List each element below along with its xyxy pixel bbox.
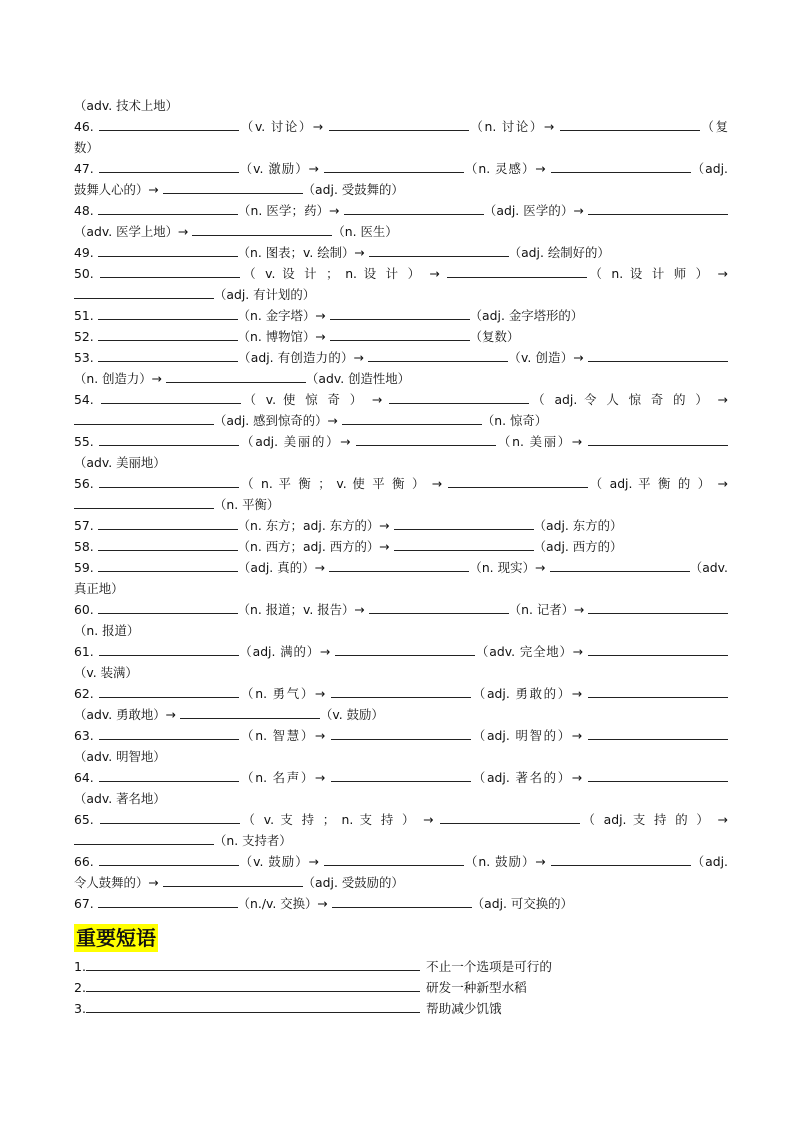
vocab-line bbox=[74, 662, 728, 683]
vocab-text: （n./v. 交换）→ bbox=[237, 896, 332, 911]
answer-blank[interactable] bbox=[99, 433, 239, 446]
vocab-text: 53. bbox=[74, 350, 98, 365]
answer-blank[interactable] bbox=[98, 244, 238, 257]
answer-blank[interactable] bbox=[440, 811, 580, 824]
answer-blank[interactable] bbox=[74, 286, 214, 299]
answer-blank[interactable] bbox=[99, 643, 239, 656]
answer-blank[interactable] bbox=[98, 202, 238, 215]
answer-blank[interactable] bbox=[192, 223, 332, 236]
phrase-number: 2. bbox=[74, 980, 87, 995]
vocab-text: 46. bbox=[74, 119, 100, 134]
answer-blank[interactable] bbox=[369, 244, 509, 257]
answer-blank[interactable] bbox=[163, 874, 303, 887]
vocab-text: （v. 讨论）→ bbox=[239, 119, 329, 134]
vocab-text: （n. 支持者） bbox=[214, 833, 292, 848]
vocab-text: 50. bbox=[74, 266, 101, 281]
answer-blank[interactable] bbox=[324, 853, 464, 866]
vocab-line bbox=[74, 809, 728, 830]
vocab-line bbox=[74, 515, 728, 536]
vocab-text: （adv. 完全地）→ bbox=[475, 644, 588, 659]
vocab-text: （复 bbox=[699, 119, 728, 134]
answer-blank[interactable] bbox=[324, 160, 464, 173]
phrase-number: 3. bbox=[74, 1001, 87, 1016]
vocab-text: （ adj. 支 持 的 ） → bbox=[580, 812, 728, 827]
answer-blank[interactable] bbox=[98, 517, 238, 530]
vocab-text: 67. bbox=[74, 896, 98, 911]
vocab-text: （v. 装满） bbox=[74, 665, 138, 680]
vocab-text: （ v. 设 计 ； n. 设 计 ） → bbox=[240, 266, 447, 281]
answer-blank[interactable] bbox=[389, 391, 529, 404]
vocab-text: （n. 图表；v. 绘制）→ bbox=[237, 245, 369, 260]
vocab-text: （adj. bbox=[690, 161, 728, 176]
answer-blank[interactable] bbox=[100, 265, 240, 278]
vocab-text: （ adj. 平 衡 的 ） → bbox=[587, 476, 728, 491]
answer-blank[interactable] bbox=[330, 328, 470, 341]
vocab-text: 56. bbox=[74, 476, 100, 491]
vocab-line bbox=[74, 494, 728, 515]
vocab-text: 49. bbox=[74, 245, 98, 260]
phrase-item bbox=[74, 956, 728, 977]
answer-blank[interactable] bbox=[331, 769, 471, 782]
vocab-text: （adv. 明智地） bbox=[74, 749, 166, 764]
answer-blank[interactable] bbox=[342, 412, 482, 425]
vocab-text: （n. 灵感）→ bbox=[463, 161, 551, 176]
vocab-text: （n. 名声）→ bbox=[239, 770, 332, 785]
vocab-text: 66. bbox=[74, 854, 99, 869]
answer-blank[interactable] bbox=[99, 475, 239, 488]
answer-blank[interactable] bbox=[369, 601, 509, 614]
section-header bbox=[74, 924, 728, 954]
vocab-text: （n. 西方；adj. 西方的）→ bbox=[237, 539, 394, 554]
vocab-line bbox=[74, 557, 728, 578]
answer-blank[interactable] bbox=[98, 349, 238, 362]
answer-blank[interactable] bbox=[448, 475, 588, 488]
vocab-text: （n. 金字塔）→ bbox=[237, 308, 330, 323]
answer-blank[interactable] bbox=[588, 202, 728, 215]
phrase-item bbox=[74, 977, 728, 998]
vocab-text: （adj. 受鼓舞的） bbox=[302, 182, 404, 197]
vocab-text: 47. bbox=[74, 161, 99, 176]
vocab-line bbox=[74, 830, 728, 851]
phrase-list bbox=[74, 956, 728, 1019]
vocab-line bbox=[74, 326, 728, 347]
vocab-line bbox=[74, 473, 728, 494]
vocab-line bbox=[74, 767, 728, 788]
vocab-line bbox=[74, 221, 728, 242]
vocab-text: （ n. 设 计 师 ） → bbox=[586, 266, 728, 281]
vocab-text: （adj. 真的）→ bbox=[237, 560, 330, 575]
vocab-line bbox=[74, 683, 728, 704]
vocab-text: 令人鼓舞的）→ bbox=[74, 875, 163, 890]
answer-blank[interactable] bbox=[101, 391, 241, 404]
vocab-text: （n. 平衡） bbox=[214, 497, 280, 512]
vocab-text: （adj. 著名的）→ bbox=[471, 770, 588, 785]
vocab-text: （v. 激励）→ bbox=[238, 161, 324, 176]
vocab-text: （n. 医学；药）→ bbox=[237, 203, 344, 218]
vocab-line bbox=[74, 599, 728, 620]
vocab-text: （ v. 支 持 ； n. 支 持 ） → bbox=[240, 812, 441, 827]
vocab-text: （adv. 著名地） bbox=[74, 791, 166, 806]
vocab-line bbox=[74, 242, 728, 263]
vocab-text: 58. bbox=[74, 539, 98, 554]
answer-blank[interactable] bbox=[180, 706, 320, 719]
section-title: 重要短语 bbox=[76, 926, 156, 950]
phrase-answer-blank[interactable] bbox=[86, 1000, 420, 1013]
vocab-text: （adj. 勇敢的）→ bbox=[471, 686, 588, 701]
vocab-text: （adj. 美丽的）→ bbox=[239, 434, 357, 449]
vocab-text: （n. 鼓励）→ bbox=[463, 854, 551, 869]
vocab-text: （n. 报道） bbox=[74, 623, 140, 638]
vocab-line bbox=[74, 641, 728, 662]
vocab-text: 52. bbox=[74, 329, 98, 344]
vocab-text: （adj. 医学的）→ bbox=[483, 203, 588, 218]
vocab-text: （adj. 明智的）→ bbox=[471, 728, 588, 743]
vocab-line bbox=[74, 452, 728, 473]
answer-blank[interactable] bbox=[99, 160, 239, 173]
vocab-text: （n. 惊奇） bbox=[481, 413, 548, 428]
answer-blank[interactable] bbox=[98, 538, 238, 551]
vocab-line bbox=[74, 620, 728, 641]
vocab-line bbox=[74, 368, 728, 389]
vocab-text: 54. bbox=[74, 392, 101, 407]
vocab-line bbox=[74, 578, 728, 599]
vocab-text: 55. bbox=[74, 434, 100, 449]
vocab-text: 62. bbox=[74, 686, 100, 701]
phrase-item bbox=[74, 998, 728, 1019]
answer-blank[interactable] bbox=[588, 727, 728, 740]
answer-blank[interactable] bbox=[447, 265, 587, 278]
vocab-text: （adv. 医学上地）→ bbox=[74, 224, 193, 239]
vocab-line bbox=[74, 431, 728, 452]
vocab-text: 65. bbox=[74, 812, 101, 827]
answer-blank[interactable] bbox=[166, 370, 306, 383]
answer-blank[interactable] bbox=[588, 769, 728, 782]
vocab-text: （n. 记者）→ bbox=[508, 602, 589, 617]
vocab-text: （adv. bbox=[689, 560, 728, 575]
vocab-line bbox=[74, 158, 728, 179]
vocab-line bbox=[74, 851, 728, 872]
vocab-text: （adj. 满的）→ bbox=[238, 644, 336, 659]
answer-blank[interactable] bbox=[330, 307, 470, 320]
answer-blank[interactable] bbox=[98, 601, 238, 614]
answer-blank[interactable] bbox=[98, 895, 238, 908]
answer-blank[interactable] bbox=[329, 118, 469, 131]
vocab-line bbox=[74, 704, 728, 725]
vocab-text: （adj. 绘制好的） bbox=[508, 245, 610, 260]
answer-blank[interactable] bbox=[551, 160, 691, 173]
answer-blank[interactable] bbox=[100, 811, 240, 824]
vocab-text: 数） bbox=[74, 140, 99, 155]
vocab-text: 63. bbox=[74, 728, 100, 743]
answer-blank[interactable] bbox=[551, 853, 691, 866]
phrase-chinese: 不止一个选项是可行的 bbox=[426, 959, 552, 974]
vocab-text: （adv. 创造性地） bbox=[306, 371, 411, 386]
vocab-text: （n. 智慧）→ bbox=[239, 728, 332, 743]
answer-blank[interactable] bbox=[588, 433, 728, 446]
answer-blank[interactable] bbox=[560, 118, 700, 131]
vocab-text: （adj. 可交换的） bbox=[471, 896, 573, 911]
vocab-line bbox=[74, 347, 728, 368]
vocab-text: （n. 创造力）→ bbox=[74, 371, 167, 386]
answer-blank[interactable] bbox=[98, 307, 238, 320]
answer-blank[interactable] bbox=[356, 433, 496, 446]
answer-blank[interactable] bbox=[74, 832, 214, 845]
answer-blank[interactable] bbox=[99, 685, 239, 698]
vocab-text: （adj. 金字塔形的） bbox=[469, 308, 584, 323]
answer-blank[interactable] bbox=[331, 727, 471, 740]
vocab-text: 60. bbox=[74, 602, 98, 617]
answer-blank[interactable] bbox=[74, 412, 214, 425]
answer-blank[interactable] bbox=[74, 496, 214, 509]
answer-blank[interactable] bbox=[98, 559, 238, 572]
answer-blank[interactable] bbox=[335, 643, 475, 656]
vocab-text: （ adj. 令 人 惊 奇 的 ） → bbox=[529, 392, 728, 407]
phrase-answer-blank[interactable] bbox=[86, 958, 420, 971]
answer-blank[interactable] bbox=[332, 895, 472, 908]
vocab-line bbox=[74, 95, 728, 116]
phrase-number: 1. bbox=[74, 959, 87, 974]
vocab-text: （ v. 使 惊 奇 ） → bbox=[240, 392, 390, 407]
vocab-text: （n. 报道；v. 报告）→ bbox=[237, 602, 369, 617]
vocab-text: （n. 医生） bbox=[332, 224, 398, 239]
vocab-line bbox=[74, 536, 728, 557]
answer-blank[interactable] bbox=[588, 601, 728, 614]
worksheet-page bbox=[74, 95, 728, 1019]
vocab-text: 61. bbox=[74, 644, 99, 659]
vocab-line bbox=[74, 116, 728, 137]
answer-blank[interactable] bbox=[394, 538, 534, 551]
answer-blank[interactable] bbox=[99, 853, 239, 866]
vocab-text: 鼓舞人心的）→ bbox=[74, 182, 163, 197]
vocab-text: 57. bbox=[74, 518, 98, 533]
phrase-answer-blank[interactable] bbox=[86, 979, 420, 992]
answer-blank[interactable] bbox=[99, 118, 239, 131]
answer-blank[interactable] bbox=[163, 181, 303, 194]
vocab-line bbox=[74, 305, 728, 326]
answer-blank[interactable] bbox=[588, 685, 728, 698]
vocab-text: （adj. 西方的） bbox=[533, 539, 623, 554]
vocab-text: （adj. 感到惊奇的）→ bbox=[214, 413, 342, 428]
vocab-text: （n. 博物馆）→ bbox=[237, 329, 330, 344]
vocab-text: （n. 勇气）→ bbox=[239, 686, 332, 701]
vocab-text: 真正地） bbox=[74, 581, 124, 596]
answer-blank[interactable] bbox=[99, 727, 239, 740]
vocab-line bbox=[74, 725, 728, 746]
answer-blank[interactable] bbox=[588, 349, 728, 362]
vocab-text: （n. 讨论）→ bbox=[468, 119, 560, 134]
vocab-line bbox=[74, 284, 728, 305]
answer-blank[interactable] bbox=[331, 685, 471, 698]
vocab-line bbox=[74, 788, 728, 809]
answer-blank[interactable] bbox=[394, 517, 534, 530]
vocab-line bbox=[74, 263, 728, 284]
phrase-chinese: 研发一种新型水稻 bbox=[426, 980, 527, 995]
vocab-line bbox=[74, 200, 728, 221]
answer-blank[interactable] bbox=[99, 769, 239, 782]
vocab-text: （n. 现实）→ bbox=[469, 560, 550, 575]
phrase-chinese: 帮助减少饥饿 bbox=[426, 1001, 502, 1016]
vocab-text: （adv. 技术上地） bbox=[74, 98, 179, 113]
vocab-line bbox=[74, 746, 728, 767]
vocab-text: 59. bbox=[74, 560, 98, 575]
answer-blank[interactable] bbox=[368, 349, 508, 362]
vocab-text: 48. bbox=[74, 203, 98, 218]
vocab-line bbox=[74, 137, 728, 158]
vocab-text: （adj. 受鼓励的） bbox=[302, 875, 404, 890]
vocab-line bbox=[74, 179, 728, 200]
vocab-text: 64. bbox=[74, 770, 100, 785]
vocab-text: （v. 创造）→ bbox=[508, 350, 588, 365]
vocab-line bbox=[74, 893, 728, 914]
vocab-text: （n. 东方；adj. 东方的）→ bbox=[237, 518, 394, 533]
vocab-text: （adj. 有计划的） bbox=[214, 287, 316, 302]
vocabulary-section bbox=[74, 95, 728, 914]
answer-blank[interactable] bbox=[329, 559, 469, 572]
vocab-text: （v. 鼓励）→ bbox=[238, 854, 324, 869]
answer-blank[interactable] bbox=[98, 328, 238, 341]
vocab-text: （adv. 勇敢地）→ bbox=[74, 707, 180, 722]
vocab-text: （v. 鼓励） bbox=[319, 707, 384, 722]
answer-blank[interactable] bbox=[550, 559, 690, 572]
vocab-text: （adv. 美丽地） bbox=[74, 455, 166, 470]
vocab-text: （复数） bbox=[469, 329, 520, 344]
vocab-text: （adj. 有创造力的）→ bbox=[237, 350, 369, 365]
vocab-line bbox=[74, 410, 728, 431]
vocab-text: （adj. 东方的） bbox=[533, 518, 623, 533]
answer-blank[interactable] bbox=[344, 202, 484, 215]
vocab-line bbox=[74, 389, 728, 410]
vocab-text: 51. bbox=[74, 308, 98, 323]
vocab-text: （n. 美丽）→ bbox=[496, 434, 588, 449]
vocab-line bbox=[74, 872, 728, 893]
vocab-text: （adj. bbox=[690, 854, 728, 869]
answer-blank[interactable] bbox=[588, 643, 728, 656]
vocab-text: （ n. 平 衡 ； v. 使 平 衡 ） → bbox=[239, 476, 448, 491]
